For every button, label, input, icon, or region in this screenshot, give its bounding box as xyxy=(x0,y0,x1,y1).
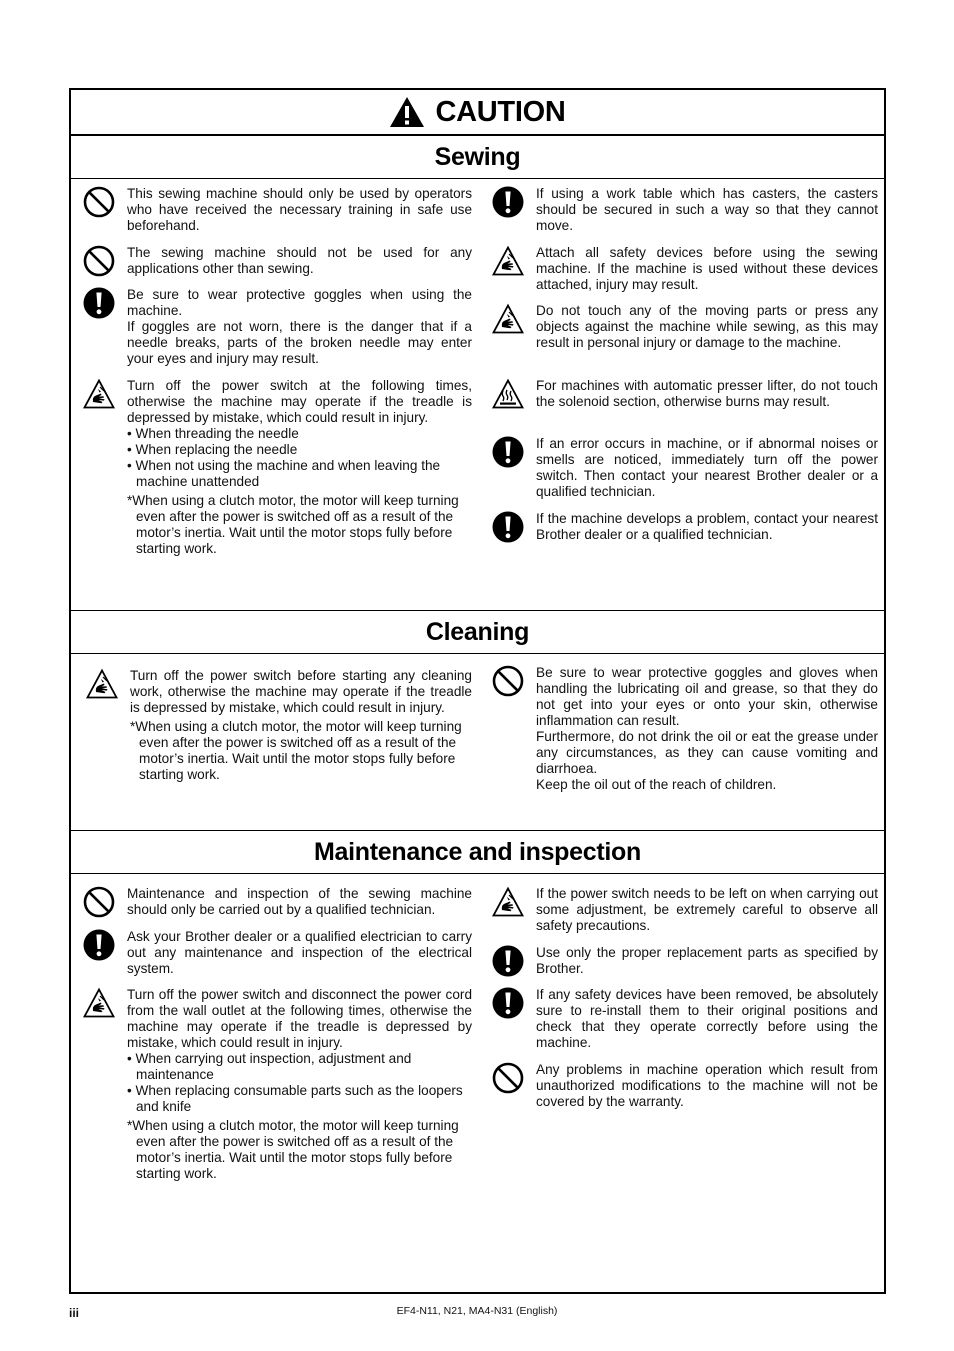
list-item xyxy=(480,245,886,293)
item-paragraph: Turn off the power switch before starting any cleaning work, otherwise the machine may operate if the treadle is depressed by mistake, which could result in injury. xyxy=(130,668,472,715)
item-text xyxy=(536,945,886,977)
mandatory-instruction-icon xyxy=(492,511,524,543)
clutch-motor-note: *When using a clutch motor, the motor will keep turning even after the power is switched off as a result of the motor’s inertia. Wait until the motor stops fully before starting work. xyxy=(127,1118,459,1181)
mandatory-instruction-icon xyxy=(492,436,524,468)
list-item xyxy=(71,886,480,918)
list-item xyxy=(71,378,480,557)
item-text xyxy=(536,665,886,793)
sewing-title: Sewing xyxy=(434,142,521,171)
mandatory-instruction-icon xyxy=(492,186,524,218)
document-id: EF4-N11, N21, MA4-N31 (English) xyxy=(396,1305,558,1317)
cleaning-section-header xyxy=(71,610,884,654)
list-item xyxy=(480,987,886,1051)
item-text xyxy=(127,378,480,557)
list-item xyxy=(71,245,480,277)
list-item xyxy=(480,186,886,234)
list-item xyxy=(480,945,886,977)
item-paragraph: Turn off the power switch and disconnect the power cord from the wall outlet at the following times, otherwise the machine may operate if the treadle is depressed by mistake, which could result in injury. xyxy=(127,987,472,1050)
bullet-item: • When not using the machine and when leaving the machine unattended xyxy=(127,458,441,489)
item-text xyxy=(130,668,480,783)
mandatory-instruction-icon xyxy=(492,987,524,1019)
list-item xyxy=(71,929,480,977)
item-text xyxy=(536,378,886,410)
clutch-motor-note: *When using a clutch motor, the motor will keep turning even after the power is switched off as a result of the motor’s inertia. Wait until the motor stops fully before starting work. xyxy=(127,493,459,556)
list-item xyxy=(480,886,886,934)
cleaning-title: Cleaning xyxy=(425,617,530,646)
list-item xyxy=(480,665,886,793)
item-text xyxy=(536,303,886,351)
item-text xyxy=(127,287,480,367)
prohibition-icon xyxy=(492,1062,524,1094)
item-paragraph: If any safety devices have been removed, be absolutely sure to re-install them to their original positions and check that they operate correctly before using the machine. xyxy=(536,987,878,1050)
item-paragraph: If the power switch needs to be left on when carrying out some adjustment, be extremely careful to observe all safety precautions. xyxy=(536,886,878,933)
item-paragraph: Be sure to wear protective goggles when using the machine. xyxy=(127,287,472,318)
bullet-item: • When replacing the needle xyxy=(127,442,298,457)
item-text xyxy=(536,1062,886,1110)
list-item xyxy=(480,303,886,351)
clutch-motor-note: *When using a clutch motor, the motor will keep turning even after the power is switched off as a result of the motor’s inertia. Wait until the motor stops fully before starting work. xyxy=(130,719,462,782)
item-paragraph: Any problems in machine operation which result from unauthorized modifications to the machine will not be covered by the warranty. xyxy=(536,1062,878,1109)
item-paragraph: Be sure to wear protective goggles and gloves when handling the lubricating oil and grease, so that they do not get into your eyes or onto your skin, otherwise inflammation can result. xyxy=(536,665,878,728)
hand-injury-warning-icon xyxy=(83,987,115,1019)
bullet-item: • When replacing consumable parts such as the loopers and knife xyxy=(127,1083,463,1114)
list-item xyxy=(480,511,886,543)
maintenance-title: Maintenance and inspection xyxy=(314,837,641,866)
item-text xyxy=(536,245,886,293)
item-paragraph: For machines with automatic presser lifter, do not touch the solenoid section, otherwise burns may result. xyxy=(536,378,878,409)
list-item xyxy=(74,668,480,783)
mandatory-instruction-icon xyxy=(83,287,115,319)
hand-injury-warning-icon xyxy=(86,668,118,700)
prohibition-icon xyxy=(83,886,115,918)
warning-triangle-icon xyxy=(389,96,425,128)
item-text xyxy=(127,929,480,977)
prohibition-icon xyxy=(492,665,524,697)
item-text xyxy=(127,987,480,1182)
bullet-item: • When carrying out inspection, adjustment and maintenance xyxy=(127,1051,412,1082)
item-paragraph: Ask your Brother dealer or a qualified electrician to carry out any maintenance and inspection of the electrical system. xyxy=(127,929,472,976)
prohibition-icon xyxy=(83,186,115,218)
list-item xyxy=(480,378,886,410)
item-paragraph: If using a work table which has casters, the casters should be secured in such a way so that they cannot move. xyxy=(536,186,878,233)
bullet-item: • When threading the needle xyxy=(127,426,299,441)
list-item xyxy=(480,436,886,500)
item-paragraph: Do not touch any of the moving parts or press any objects against the machine while sewing, as this may result in personal injury or damage to the machine. xyxy=(536,303,878,350)
mandatory-instruction-icon xyxy=(83,929,115,961)
page-number: iii xyxy=(69,1306,80,1320)
item-paragraph: If goggles are not worn, there is the danger that if a needle breaks, parts of the broken needle may enter your eyes and injury may result. xyxy=(127,319,472,366)
item-paragraph: Keep the oil out of the reach of children. xyxy=(536,777,777,792)
item-text xyxy=(536,886,886,934)
list-item xyxy=(71,987,480,1182)
item-paragraph: Use only the proper replacement parts as specified by Brother. xyxy=(536,945,878,976)
list-item xyxy=(71,186,480,234)
hand-injury-warning-icon xyxy=(492,245,524,277)
item-paragraph: Maintenance and inspection of the sewing machine should only be carried out by a qualified technician. xyxy=(127,886,472,917)
item-text xyxy=(127,886,480,918)
item-paragraph: This sewing machine should only be used by operators who have received the necessary training in safe use beforehand. xyxy=(127,186,472,233)
item-paragraph: Turn off the power switch at the following times, otherwise the machine may operate if the treadle is depressed by mistake, which could result in injury. xyxy=(127,378,472,425)
item-paragraph: Attach all safety devices before using the sewing machine. If the machine is used without these devices attached, injury may result. xyxy=(536,245,878,292)
maintenance-section-header xyxy=(71,830,884,874)
caution-header xyxy=(71,90,884,135)
item-text xyxy=(536,511,886,543)
item-paragraph: If the machine develops a problem, contact your nearest Brother dealer or a qualified technician. xyxy=(536,511,878,542)
item-paragraph: If an error occurs in machine, or if abnormal noises or smells are noticed, immediately turn off the power switch. Then contact your nearest Brother dealer or a qualified technician. xyxy=(536,436,878,499)
hand-injury-warning-icon xyxy=(492,303,524,335)
hot-surface-warning-icon xyxy=(492,378,524,410)
item-text xyxy=(536,987,886,1051)
item-text xyxy=(127,245,480,277)
item-paragraph: The sewing machine should not be used for any applications other than sewing. xyxy=(127,245,472,276)
list-item xyxy=(71,287,480,367)
list-item xyxy=(480,1062,886,1110)
item-text xyxy=(536,186,886,234)
item-text xyxy=(127,186,480,234)
caution-title: CAUTION xyxy=(435,95,566,128)
mandatory-instruction-icon xyxy=(492,945,524,977)
caution-frame xyxy=(69,88,886,1294)
prohibition-icon xyxy=(83,245,115,277)
hand-injury-warning-icon xyxy=(83,378,115,410)
item-paragraph: Furthermore, do not drink the oil or eat the grease under any circumstances, as they can cause vomiting and diarrhoea. xyxy=(536,729,878,776)
sewing-section-header xyxy=(71,135,884,179)
hand-injury-warning-icon xyxy=(492,886,524,918)
item-text xyxy=(536,436,886,500)
